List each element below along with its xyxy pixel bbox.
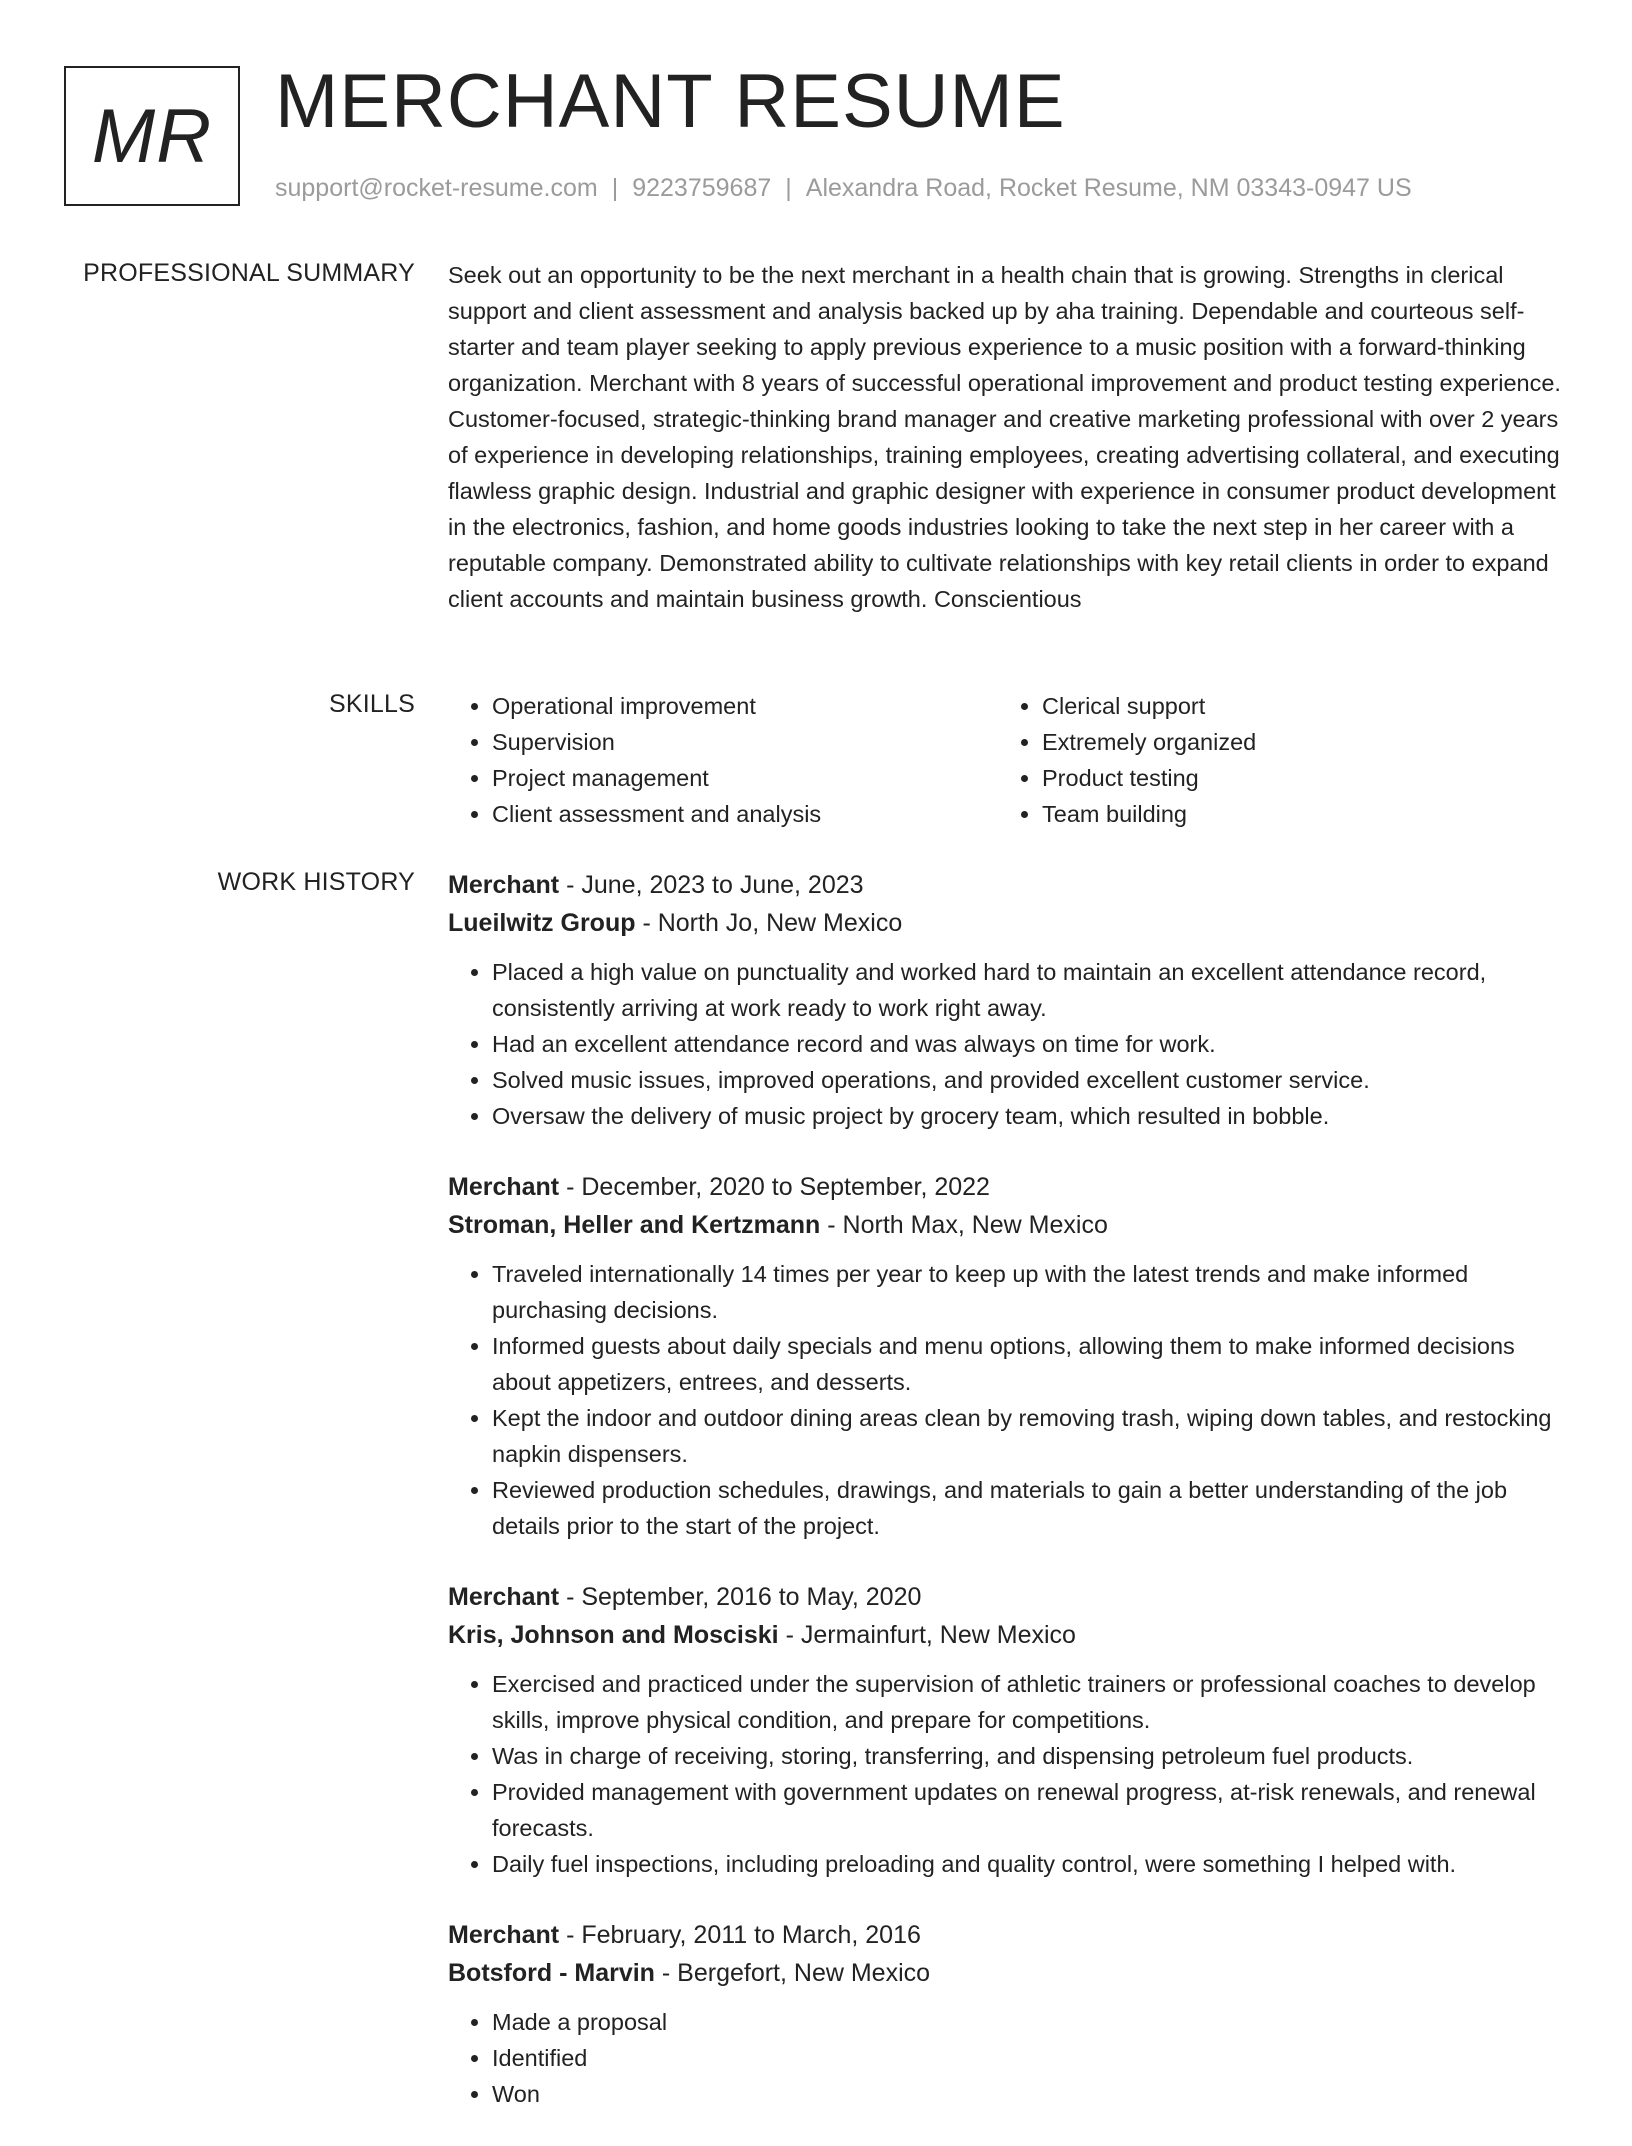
job-bullets bbox=[448, 954, 1572, 1134]
job-bullet: • Oversaw the delivery of music project by grocery team, which resulted in bobble. bbox=[492, 1098, 1572, 1134]
job-bullet: • Was in charge of receiving, storing, transferring, and dispensing petroleum fuel products. bbox=[492, 1738, 1572, 1774]
work-history-body bbox=[448, 866, 1572, 2146]
job-location: - Jermainfurt, New Mexico bbox=[778, 1621, 1076, 1649]
section-label-summary: PROFESSIONAL SUMMARY bbox=[83, 259, 415, 287]
section-label-work-history: WORK HISTORY bbox=[217, 868, 415, 896]
job-bullet: • Made a proposal bbox=[492, 2004, 1572, 2040]
job-title-line bbox=[448, 1168, 1572, 1206]
skill-item: • Product testing bbox=[1042, 760, 1548, 796]
contact-address: Alexandra Road, Rocket Resume, NM 03343-0947 US bbox=[805, 174, 1412, 202]
page-title: MERCHANT RESUME bbox=[275, 59, 1066, 144]
job-title: Merchant bbox=[448, 871, 560, 899]
job-bullets bbox=[448, 1256, 1572, 1544]
job-title-line bbox=[448, 866, 1572, 904]
resume-header bbox=[64, 59, 1592, 216]
job-dates: - December, 2020 to September, 2022 bbox=[559, 1173, 990, 1201]
skills-body bbox=[448, 688, 1572, 832]
skill-item: • Team building bbox=[1042, 796, 1548, 832]
job-dates: - June, 2023 to June, 2023 bbox=[559, 871, 864, 899]
job-company-line bbox=[448, 1616, 1572, 1654]
job-location: - North Jo, New Mexico bbox=[635, 909, 903, 937]
job-entry bbox=[448, 1916, 1572, 2112]
job-company: Stroman, Heller and Kertzmann bbox=[448, 1211, 821, 1239]
job-title: Merchant bbox=[448, 1173, 560, 1201]
job-bullet: • Reviewed production schedules, drawings, and materials to gain a better understanding of the job details prior to the start of the project. bbox=[492, 1472, 1572, 1544]
job-bullet: • Had an excellent attendance record and was always on time for work. bbox=[492, 1026, 1572, 1062]
skill-item: • Clerical support bbox=[1042, 688, 1548, 724]
job-company-line bbox=[448, 904, 1572, 942]
job-dates: - February, 2011 to March, 2016 bbox=[559, 1921, 921, 1949]
summary-body bbox=[448, 257, 1572, 617]
job-entry bbox=[448, 866, 1572, 1134]
summary-text: Seek out an opportunity to be the next merchant in a health chain that is growing. Strengths in clerical support and client assessment and analysis backed up by aha training. Dependable and courteous self-starter and team player seeking to apply previous experience to a music position with a forward-thinking organization. Merchant with 8 years of successful operational improvement and product testing experience. Customer-focused, strategic-thinking brand manager and creative marketing professional with over 2 years of experience in developing relationships, training employees, creating advertising collateral, and executing flawless graphic design. Industrial and graphic designer with experience in consumer product development in the electronics, fashion, and home goods industries looking to take the next step in her career with a reputable company. Demonstrated ability to cultivate relationships with key retail clients in order to expand client accounts and maintain business growth. Conscientious bbox=[448, 262, 1561, 612]
job-bullet: • Placed a high value on punctuality and worked hard to maintain an excellent attendance record, consistently arriving at work ready to work right away. bbox=[492, 954, 1572, 1026]
job-bullets bbox=[448, 2004, 1572, 2112]
job-bullet: • Provided management with government updates on renewal progress, at-risk renewals, and renewal forecasts. bbox=[492, 1774, 1572, 1846]
job-bullets bbox=[448, 1666, 1572, 1882]
job-title-line bbox=[448, 1578, 1572, 1616]
job-title: Merchant bbox=[448, 1583, 560, 1611]
job-title-line bbox=[448, 1916, 1572, 1954]
contact-separator: | bbox=[785, 174, 792, 202]
job-bullet: • Exercised and practiced under the supervision of athletic trainers or professional coaches to develop skills, improve physical condition, and prepare for competitions. bbox=[492, 1666, 1572, 1738]
job-bullet: • Daily fuel inspections, including preloading and quality control, were something I helped with. bbox=[492, 1846, 1572, 1882]
section-label-skills: SKILLS bbox=[329, 690, 415, 718]
skills-columns bbox=[448, 688, 1572, 832]
job-bullet: • Informed guests about daily specials and menu options, allowing them to make informed decisions about appetizers, entrees, and desserts. bbox=[492, 1328, 1572, 1400]
contact-phone: 9223759687 bbox=[632, 174, 772, 202]
skill-item: • Operational improvement bbox=[492, 688, 998, 724]
skill-item: • Supervision bbox=[492, 724, 998, 760]
job-bullet: • Kept the indoor and outdoor dining areas clean by removing trash, wiping down tables, and restocking napkin dispensers. bbox=[492, 1400, 1572, 1472]
skills-list-right bbox=[998, 688, 1548, 832]
skill-item: • Project management bbox=[492, 760, 998, 796]
monogram: MR bbox=[64, 66, 240, 206]
contact-line bbox=[275, 174, 1412, 203]
job-location: - Bergefort, New Mexico bbox=[654, 1959, 931, 1987]
contact-email: support@rocket-resume.com bbox=[275, 174, 598, 202]
job-company: Kris, Johnson and Mosciski bbox=[448, 1621, 779, 1649]
job-company: Botsford - Marvin bbox=[448, 1959, 655, 1987]
job-title: Merchant bbox=[448, 1921, 560, 1949]
skills-list-left bbox=[448, 688, 998, 832]
contact-separator: | bbox=[611, 174, 619, 202]
job-company-line bbox=[448, 1206, 1572, 1244]
job-location: - North Max, New Mexico bbox=[820, 1211, 1108, 1239]
job-dates: - September, 2016 to May, 2020 bbox=[559, 1583, 922, 1611]
skill-item: • Client assessment and analysis bbox=[492, 796, 998, 832]
job-company-line bbox=[448, 1954, 1572, 1992]
job-entry bbox=[448, 1578, 1572, 1882]
job-bullet: • Solved music issues, improved operations, and provided excellent customer service. bbox=[492, 1062, 1572, 1098]
job-bullet: • Identified bbox=[492, 2040, 1572, 2076]
job-bullet: • Traveled internationally 14 times per year to keep up with the latest trends and make informed purchasing decisions. bbox=[492, 1256, 1572, 1328]
job-bullet: • Won bbox=[492, 2076, 1572, 2112]
skill-item: • Extremely organized bbox=[1042, 724, 1548, 760]
job-entry bbox=[448, 1168, 1572, 1544]
job-company: Lueilwitz Group bbox=[448, 909, 636, 937]
